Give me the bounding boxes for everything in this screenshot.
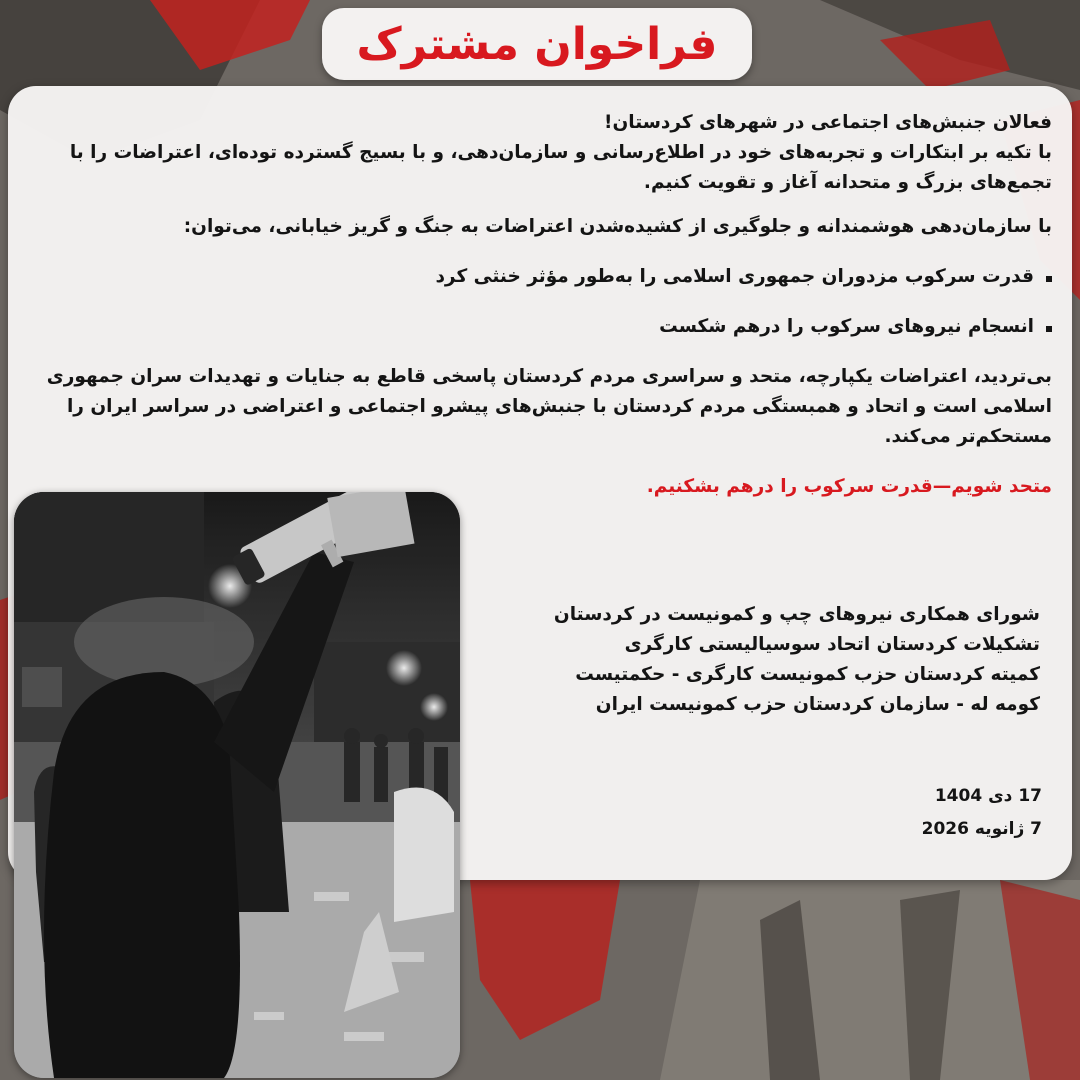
title-banner — [322, 8, 752, 80]
persian-date: 17 دی 1404 — [934, 786, 1042, 806]
page-title: فراخوان مشترک — [356, 18, 718, 70]
signatory: تشکیلات کردستان اتحاد سوسیالیستی کارگری — [624, 634, 1040, 655]
address-line: فعالان جنبش‌های اجتماعی در شهرهای کردستان! — [604, 112, 1052, 133]
bullet-square-icon — [1042, 262, 1052, 292]
signatories-list — [480, 600, 1040, 720]
lead-paragraph: با سازمان‌دهی هوشمندانه و جلوگیری از کشیده‌شدن اعتراضات به جنگ و گریز خیابانی، می‌توان: — [183, 216, 1052, 237]
bullet-item — [8, 312, 1052, 342]
bullet-item — [8, 262, 1052, 292]
bullet-square-icon — [1042, 312, 1052, 342]
bullet-text: قدرت سرکوب مزدوران جمهوری اسلامی را به‌طور مؤثر خنثی کرد — [435, 266, 1034, 287]
slogan: متحد شویم—قدرت سرکوب را درهم بشکنیم. — [646, 476, 1052, 497]
protest-photo — [14, 492, 460, 1078]
bullet-text: انسجام نیروهای سرکوب را درهم شکست — [659, 316, 1034, 337]
signatory: کومه له - سازمان کردستان حزب کمونیست ایران — [595, 694, 1040, 715]
signatory: کمیته کردستان حزب کمونیست کارگری - حکمتیست — [575, 664, 1040, 685]
statement-body — [8, 108, 1052, 502]
gregorian-date: 7 ژانویه 2026 — [921, 819, 1042, 839]
date-block — [742, 780, 1042, 846]
signatory: شورای همکاری نیروهای چپ و کمونیست در کردستان — [553, 604, 1040, 625]
intro-paragraph: با تکیه بر ابتکارات و تجربه‌های خود در اطلاع‌رسانی و سازمان‌دهی، و با بسیج گسترده توده‌ای، اعتراضات را با تجمع‌های بزرگ و متحدانه آغاز و تقویت کنیم. — [69, 142, 1052, 193]
conclusion-paragraph: بی‌تردید، اعتراضات یکپارچه، متحد و سراسری مردم کردستان پاسخی قاطع به جنایات و تهدیدات سران جمهوری اسلامی است و اتحاد و همبستگی مردم کردستان با جنبش‌های پیشرو اجتماعی و اعتراضی در سراسر ایران را مستحکم‌تر می‌کند. — [46, 366, 1052, 447]
